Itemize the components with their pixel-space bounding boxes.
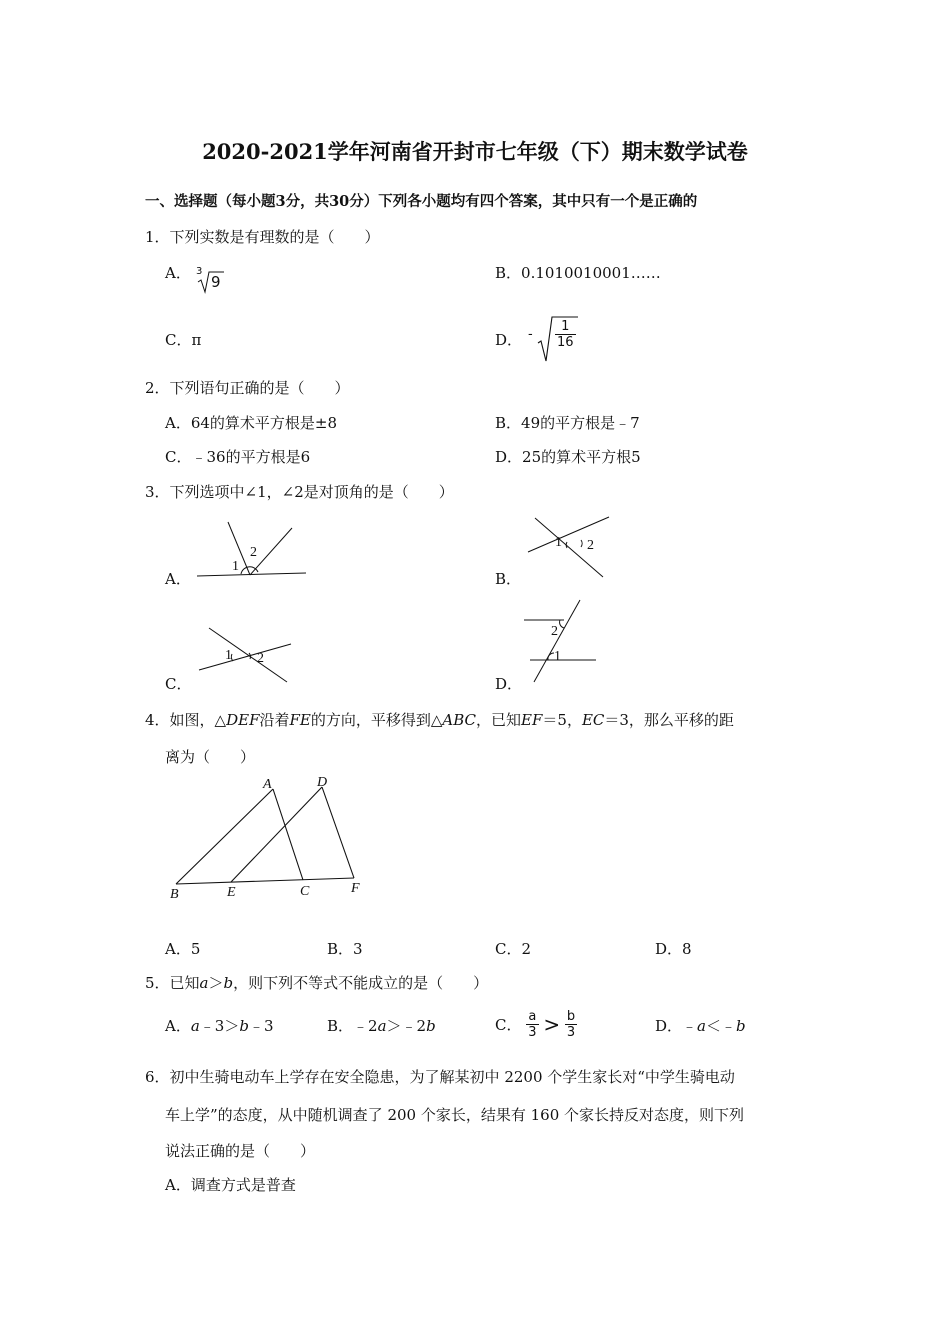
- q4-text-1: 4．如图，△: [145, 711, 227, 729]
- q4-segment-ec: EC: [581, 711, 605, 729]
- q4-text-6: ＝3，那么平移的距: [604, 711, 734, 729]
- angle-1-label: 1: [225, 648, 232, 663]
- q3-figure-d: [520, 598, 600, 688]
- question-3-stem: 3．下列选项中∠1，∠2是对顶角的是（ ）: [145, 483, 454, 501]
- q2-option-c: C．﹣36的平方根是6: [165, 448, 311, 466]
- question-4-stem: [145, 709, 734, 730]
- q5-b-e2: a: [377, 1017, 387, 1035]
- q5-text-2: ，则下列不等式不能成立的是（ ）: [233, 974, 489, 992]
- q5-a-e3: b: [239, 1017, 249, 1035]
- q5-gt: ＞: [208, 974, 224, 992]
- q2-option-d: D．25的算术平方根5: [495, 448, 641, 466]
- q5-a-e2: ﹣3＞: [199, 1017, 240, 1035]
- root-index: 3: [196, 266, 203, 277]
- q1-option-a-label: A．: [165, 264, 191, 282]
- q4-triangle-abc: ABC: [442, 711, 477, 729]
- q5-b-e3: ＞﹣2: [386, 1017, 427, 1035]
- point-a-label: A: [263, 777, 272, 792]
- angle-1-label: 1: [554, 649, 561, 664]
- q4-option-a: A．5: [165, 940, 201, 958]
- radicand: 9: [211, 273, 221, 291]
- angle-2-label: 2: [257, 651, 264, 666]
- q5-text-1: 5．已知: [145, 974, 200, 992]
- q3-figure-a: [192, 518, 312, 588]
- question-6-line-3: 说法正确的是（ ）: [165, 1142, 316, 1160]
- angle-2-label: 2: [551, 624, 558, 639]
- q4-text-5: ＝5，: [542, 711, 582, 729]
- fraction-denominator: 16: [557, 335, 574, 350]
- fraction-denominator: 3: [566, 1025, 576, 1040]
- q2-option-b: B．49的平方根是﹣7: [495, 414, 640, 432]
- q5-d-label: D．: [655, 1017, 683, 1035]
- q5-d-e1: ﹣: [682, 1017, 698, 1035]
- q1-option-b: B．0.1010010001……: [495, 264, 661, 282]
- fraction-denominator: 3: [528, 1025, 537, 1040]
- q5-option-b: [327, 1015, 436, 1036]
- q4-translation-figure: [165, 772, 375, 902]
- q5-d-e4: b: [736, 1017, 746, 1035]
- q5-b-e4: b: [426, 1017, 436, 1035]
- angle-1-label: 1: [555, 535, 562, 550]
- q5-b-label: B．: [327, 1017, 354, 1035]
- q2-option-a: A．64的算术平方根是±8: [165, 414, 338, 432]
- q1-option-c: C．π: [165, 331, 202, 349]
- q3-option-a-label: A．: [165, 570, 191, 588]
- point-c-label: C: [300, 884, 310, 899]
- fraction-numerator: 1: [555, 319, 576, 335]
- q4-segment-ef: EF: [521, 711, 543, 729]
- angle-1-label: 1: [232, 559, 239, 574]
- page-title: 2020-2021学年河南省开封市七年级（下）期末数学试卷: [202, 139, 748, 164]
- q4-text-4: ，已知: [476, 711, 522, 729]
- fraction-numerator: b: [565, 1009, 577, 1025]
- q5-b-e1: ﹣2: [353, 1017, 378, 1035]
- sqrt-fraction: [555, 319, 576, 350]
- q6-option-a: A．调查方式是普查: [165, 1176, 296, 1194]
- q5-option-a: [165, 1015, 274, 1036]
- angle-2-label: 2: [250, 545, 257, 560]
- point-f-label: F: [351, 881, 360, 896]
- q4-text-2: 沿着: [259, 711, 290, 729]
- q5-option-d: [655, 1015, 746, 1036]
- q4-option-b: B．3: [327, 940, 363, 958]
- point-b-label: B: [170, 887, 179, 902]
- question-5-stem: [145, 972, 488, 993]
- q5-c-fraction-1: [526, 1009, 538, 1040]
- point-d-label: D: [317, 775, 328, 790]
- q4-option-c: C．2: [495, 940, 532, 958]
- question-6-line-2: 车上学”的态度，从中随机调查了 200 个家长，结果有 160 个家长持反对态度，则下列: [165, 1106, 745, 1124]
- q5-d-e2: a: [697, 1017, 706, 1035]
- q5-a-e1: a: [190, 1017, 200, 1035]
- fraction-numerator: a: [526, 1009, 538, 1025]
- q3-option-b-label: B．: [495, 570, 522, 588]
- minus-sign: -: [528, 327, 533, 342]
- angle-2-label: 2: [587, 538, 594, 553]
- q5-var-a: a: [199, 974, 209, 992]
- q3-option-c-label: C．: [165, 675, 192, 693]
- q1-option-d-expression: [528, 315, 588, 365]
- section-heading: 一、选择题（每小题3分，共30分）下列各小题均有四个答案，其中只有一个是正确的: [145, 193, 698, 210]
- question-2-stem: 2．下列语句正确的是（ ）: [145, 379, 350, 397]
- q4-option-d: D．8: [655, 940, 692, 958]
- q5-c-fraction-2: [565, 1009, 577, 1040]
- question-1-stem: 1．下列实数是有理数的是（ ）: [145, 228, 380, 246]
- q4-text-3: 的方向，平移得到△: [310, 711, 443, 729]
- q5-a-label: A．: [165, 1017, 191, 1035]
- q5-c-label: C．: [495, 1016, 522, 1034]
- q5-c-gt: >: [543, 1012, 561, 1037]
- q3-figure-c: [195, 624, 305, 694]
- question-4-stem-line-2: 离为（ ）: [165, 748, 256, 766]
- point-e-label: E: [227, 885, 236, 900]
- q3-figure-b: [525, 512, 625, 582]
- q5-option-c: [495, 1009, 577, 1040]
- q4-triangle-def: DEF: [226, 711, 260, 729]
- q5-var-b: b: [223, 974, 234, 992]
- q3-option-d-label: D．: [495, 675, 523, 693]
- q5-d-e3: ＜﹣: [706, 1017, 737, 1035]
- q1-option-d-label: D．: [495, 331, 523, 349]
- q4-segment-fe: FE: [289, 711, 311, 729]
- q5-a-e4: ﹣3: [248, 1017, 274, 1035]
- question-6-line-1: 6．初中生骑电动车上学存在安全隐患，为了解某初中 2200 个学生家长对“中学生骑电动: [145, 1068, 735, 1086]
